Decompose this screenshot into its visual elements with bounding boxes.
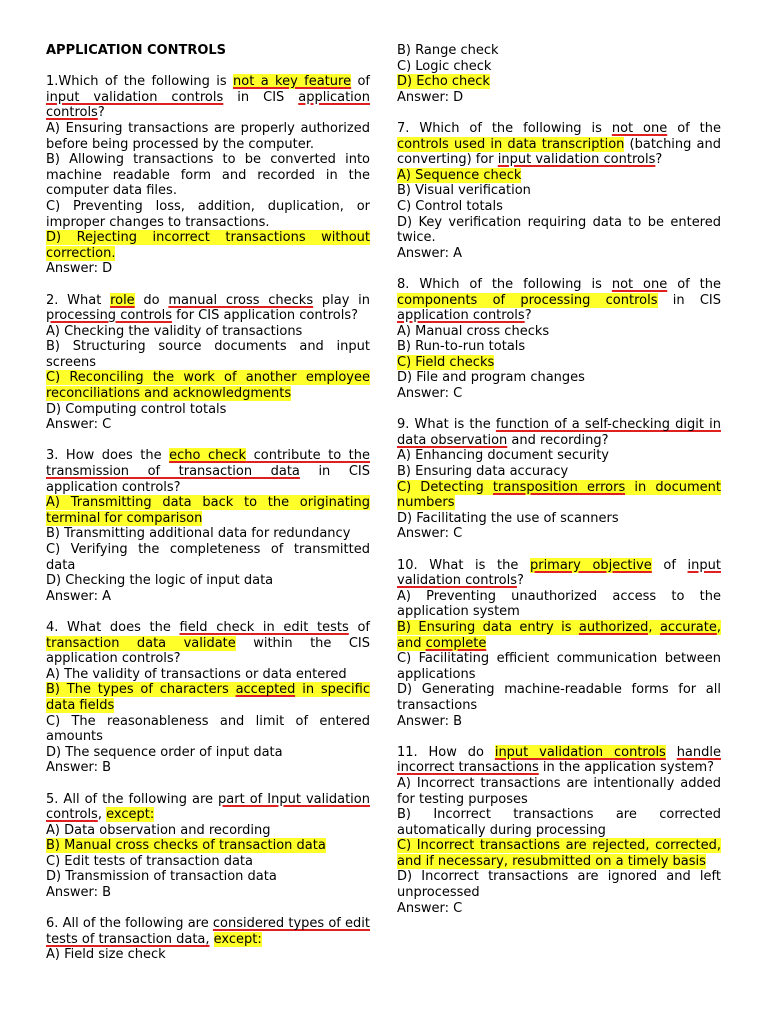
q9-option-a: A) Enhancing document security (397, 448, 610, 464)
q3-text: in CIS application controls? (46, 464, 370, 495)
q3-text: 3. How does the (46, 448, 170, 464)
q8-answer: Answer: C (397, 386, 463, 402)
q10-answer: Answer: B (397, 713, 463, 729)
q4-option-b-underline: accepted (235, 682, 296, 698)
q1-text: 1.Which of the following is (46, 74, 234, 90)
question-4 (46, 620, 370, 776)
q8-option-a: A) Manual cross checks (397, 323, 550, 339)
q3-answer: Answer: A (46, 588, 112, 604)
question-10-stem (397, 558, 721, 589)
q1-option-c: C) Preventing loss, addition, duplication, or improper changes to transactions. (46, 198, 370, 230)
q10-option-b (397, 620, 721, 651)
question-8-stem (397, 277, 721, 324)
q2-option-a: A) Checking the validity of transactions (46, 323, 303, 339)
q8-highlight: components of processing controls (397, 292, 658, 308)
question-9 (397, 417, 721, 542)
q10-text: of (651, 557, 688, 573)
q3-option-d: D) Checking the logic of input data (46, 573, 274, 589)
q11-highlight: input validation controls (494, 744, 666, 760)
q8-option-d: D) File and program changes (397, 370, 585, 386)
q6-highlight: except: (213, 931, 262, 947)
q10-option-b-underline: authorized (578, 619, 649, 635)
question-7-stem (397, 121, 721, 168)
document-title: APPLICATION CONTROLS (46, 43, 227, 58)
q2-highlight: role (110, 292, 135, 308)
q11-text: 11. How do (397, 744, 495, 760)
question-8 (397, 277, 721, 402)
q11-option-b: B) Incorrect transactions are corrected automatically during processing (397, 807, 721, 838)
q10-highlight: primary objective (529, 557, 652, 573)
q9-option-d: D) Facilitating the use of scanners (397, 510, 619, 526)
q2-text: do (134, 292, 169, 308)
q9-answer: Answer: C (397, 526, 463, 542)
q4-option-c: C) The reasonableness and limit of entered amounts (46, 713, 370, 745)
q10-option-b-highlight: , and (397, 619, 722, 651)
q3-option-a (46, 495, 370, 526)
question-6-continued (397, 43, 721, 105)
q1-option-d-highlight: D) Rejecting incorrect transactions without correction. (46, 230, 370, 261)
q10-option-b-underline: accurate (659, 619, 717, 635)
q5-text: , (97, 807, 107, 823)
q5-option-d: D) Transmission of transaction data (46, 869, 277, 885)
q7-option-c: C) Control totals (397, 198, 503, 214)
q2-option-c-highlight: C) Reconciling the work of another employee reconciliations and acknowledgments (46, 370, 370, 402)
q3-option-a-highlight: A) Transmitting data back to the originating terminal for comparison (46, 495, 370, 526)
q7-underline: input validation controls (497, 152, 656, 168)
q4-answer: Answer: B (46, 760, 112, 776)
q7-option-b: B) Visual verification (397, 183, 531, 199)
question-4-stem (46, 620, 370, 667)
q5-text: 5. All of the following are (46, 791, 219, 807)
q8-option-c-highlight: C) Field checks (397, 354, 495, 370)
q3-underline: contribute to the transmission of transaction data (46, 448, 371, 480)
q9-option-c-underline: transposition errors (492, 479, 626, 495)
q11-underline: handle incorrect transactions (397, 744, 721, 776)
question-7 (397, 121, 721, 261)
q9-text: and recording? (507, 432, 609, 448)
q7-option-a (397, 168, 721, 184)
question-1-stem (46, 74, 370, 121)
q7-text: 7. Which of the following is (397, 120, 612, 136)
q3-highlight: echo check (169, 448, 247, 464)
q9-option-c (397, 480, 721, 511)
q2-underline: processing controls (46, 308, 173, 324)
q8-text: of the (667, 276, 721, 292)
question-6-stem (46, 916, 370, 947)
q1-option-b: B) Allowing transactions to be converted into machine readable form and recorded in the computer data files. (46, 152, 370, 199)
q4-text: of (348, 619, 370, 635)
q2-text: for CIS application controls? (172, 308, 359, 324)
question-10 (397, 558, 721, 730)
q5-answer: Answer: B (46, 885, 112, 901)
q3-option-b: B) Transmitting additional data for redundancy (46, 526, 351, 542)
question-6 (46, 916, 370, 963)
q9-option-c-highlight: C) Detecting (397, 479, 493, 495)
q1-text: in CIS (223, 89, 299, 105)
q6-text: 6. All of the following are (46, 916, 213, 932)
q4-text: 4. What does the (46, 619, 180, 635)
q7-underline: not one (611, 120, 668, 136)
q1-underline: input validation controls (46, 89, 224, 105)
q11-option-a: A) Incorrect transactions are intentionally added for testing purposes (397, 775, 721, 807)
q2-underline: manual cross checks (168, 292, 314, 308)
q6-option-a: A) Field size check (46, 947, 166, 963)
q9-option-b: B) Ensuring data accuracy (397, 464, 569, 480)
q7-text: (batching and converting) for (397, 136, 721, 168)
q8-option-c (397, 355, 721, 371)
q11-option-c (397, 838, 721, 869)
q9-option-c-highlight: in document numbers (397, 479, 721, 511)
q8-underline: not one (611, 276, 668, 292)
question-2 (46, 293, 370, 433)
q11-option-d: D) Incorrect transactions are ignored and left unprocessed (397, 869, 721, 901)
q11-option-c-highlight: C) Incorrect transactions are rejected, corrected, and if necessary, resubmitted on a timely basis (397, 838, 721, 869)
q6-answer: Answer: D (397, 89, 464, 105)
left-column (46, 43, 370, 979)
q6-option-b: B) Range check (397, 43, 499, 58)
q2-option-b: B) Structuring source documents and input screens (46, 339, 370, 370)
q5-option-b (46, 838, 370, 854)
q1-text: of (351, 74, 370, 90)
q10-text: ? (516, 573, 524, 589)
q2-text: 2. What (46, 292, 111, 308)
q8-text: in CIS (657, 292, 722, 308)
q11-text (666, 745, 677, 760)
question-2-stem (46, 293, 370, 324)
question-1 (46, 74, 370, 277)
question-11 (397, 745, 721, 917)
question-3 (46, 448, 370, 604)
q4-text: within the CIS application controls? (46, 635, 370, 667)
q5-option-a: A) Data observation and recording (46, 822, 271, 838)
q11-answer: Answer: C (397, 900, 463, 916)
q2-option-d: D) Computing control totals (46, 401, 227, 417)
q10-option-b-highlight: , (648, 619, 660, 635)
q1-answer: Answer: D (46, 261, 113, 277)
q8-text: 8. Which of the following is (397, 276, 612, 292)
question-5-stem (46, 792, 370, 823)
q1-option-a: A) Ensuring transactions are properly authorized before being processed by the computer. (46, 120, 370, 152)
q7-option-a-highlight: A) Sequence check (397, 167, 522, 183)
q9-underline: function of a self-checking digit in data observation (397, 417, 721, 448)
q5-option-b-highlight: B) Manual cross checks of transaction data (46, 838, 326, 854)
q7-answer: Answer: A (397, 245, 463, 261)
q6-option-d (397, 74, 721, 90)
question-9-stem (397, 417, 721, 448)
q10-option-a: A) Preventing unauthorized access to the application system (397, 588, 721, 620)
right-column (397, 43, 721, 932)
q7-text: ? (655, 152, 663, 168)
q8-option-b: B) Run-to-run totals (397, 339, 526, 355)
q4-option-b-highlight: B) The types of characters (46, 682, 236, 698)
q7-text: of the (667, 120, 721, 136)
q10-option-c: C) Facilitating efficient communication between applications (397, 651, 721, 682)
q2-option-c (46, 370, 370, 401)
q4-option-a: A) The validity of transactions or data entered (46, 666, 347, 682)
question-3-stem (46, 448, 370, 495)
q1-underline: application controls (46, 89, 370, 121)
q6-option-c: C) Logic check (397, 58, 492, 74)
q7-option-d: D) Key verification requiring data to be entered twice. (397, 214, 721, 246)
q7-highlight: controls used in data transcription (397, 136, 625, 152)
q4-underline: field check in edit tests (179, 619, 349, 635)
q4-option-d: D) The sequence order of input data (46, 744, 283, 760)
q4-option-b-highlight: in specific data fields (46, 682, 370, 713)
q5-option-c: C) Edit tests of transaction data (46, 853, 253, 869)
q5-underline: part of Input validation controls (46, 791, 370, 823)
question-5 (46, 792, 370, 901)
q5-highlight: except: (106, 807, 155, 823)
q2-text: play in (313, 292, 370, 308)
q10-option-b-highlight: B) Ensuring data entry is (397, 619, 579, 635)
q10-option-d: D) Generating machine-readable forms for all transactions (397, 682, 721, 713)
q1-highlight: not a key feature (233, 74, 352, 90)
q3-option-c: C) Verifying the completeness of transmitted data (46, 542, 370, 573)
question-11-stem (397, 745, 721, 776)
q1-option-d (46, 230, 370, 261)
q6-underline: considered types of edit tests of transaction data, (46, 916, 370, 947)
q9-text: 9. What is the (397, 417, 496, 433)
q10-text: 10. What is the (397, 557, 530, 573)
q6-option-d-highlight: D) Echo check (397, 74, 490, 90)
q4-option-b (46, 682, 370, 713)
q4-highlight: transaction data validate (46, 635, 236, 651)
q10-underline: input validation controls (397, 557, 721, 589)
q2-answer: Answer: C (46, 417, 112, 433)
q1-text: ? (97, 105, 105, 121)
q8-underline: application controls (397, 308, 525, 324)
q10-option-b-underline: complete (425, 635, 487, 651)
q8-text: ? (524, 308, 532, 324)
q11-text: in the application system? (538, 760, 715, 776)
